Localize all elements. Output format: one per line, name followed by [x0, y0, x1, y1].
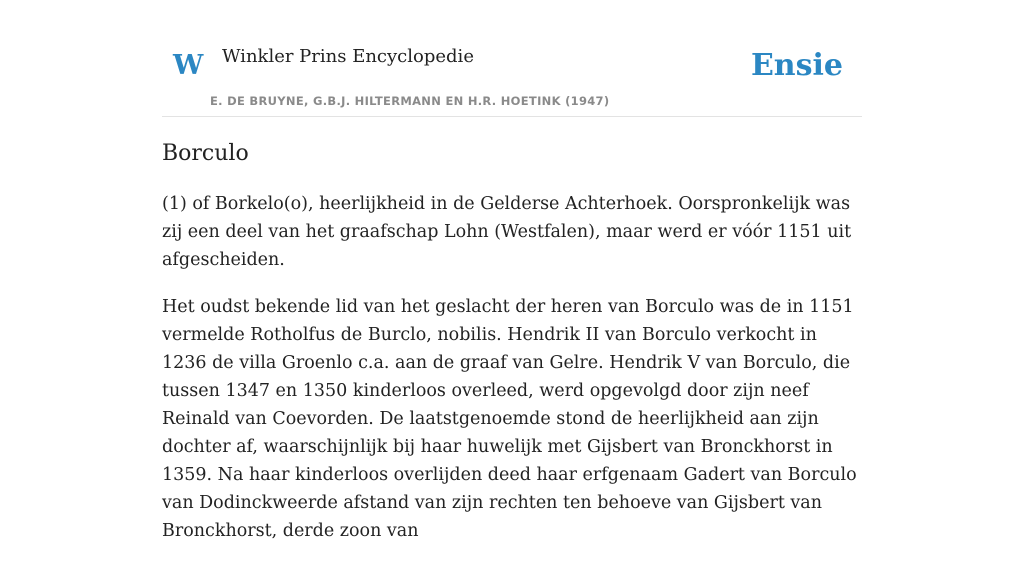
book-title[interactable]: Winkler Prins Encyclopedie — [222, 46, 474, 67]
article-paragraph: (1) of Borkelo(o), heerlijkheid in de Gelderse Achterhoek. Oorspronkelijk was zij een deel van het graafschap Lohn (Westfalen), maar werd er vóór 1151 uit afgescheiden. — [162, 194, 852, 270]
book-authors: E. DE BRUYNE, G.B.J. HILTERMANN EN H.R. HOETINK (1947) — [210, 94, 610, 108]
book-logo-icon[interactable]: W — [173, 50, 204, 81]
ensie-logo[interactable]: Ensie — [750, 48, 843, 83]
article-paragraph: Het oudst bekende lid van het geslacht der heren van Borculo was de in 1151 vermelde Rotholfus de Burclo, nobilis. Hendrik II van Borculo verkocht in 1236 de villa Groenlo c.a. aan de graaf van Gelre. Hendrik V van Borculo, die tussen 1347 en 1350 kinderloos overleed, werd opgevolgd door zijn neef Reinald van Coevorden. De laatstgenoemde stond de heerlijkheid aan zijn dochter af, waarschijnlijk bij haar huwelijk met Gijsbert van Bronckhorst in 1359. Na haar kinderloos overlijden deed haar erfgenaam Gadert van Borculo van Dodinckweerde afstand van zijn rechten ten behoeve van Gijsbert van Bronckhorst, derde zoon van — [162, 297, 857, 541]
article — [162, 138, 862, 564]
article-title: Borculo — [162, 141, 249, 166]
book-header — [162, 38, 862, 117]
